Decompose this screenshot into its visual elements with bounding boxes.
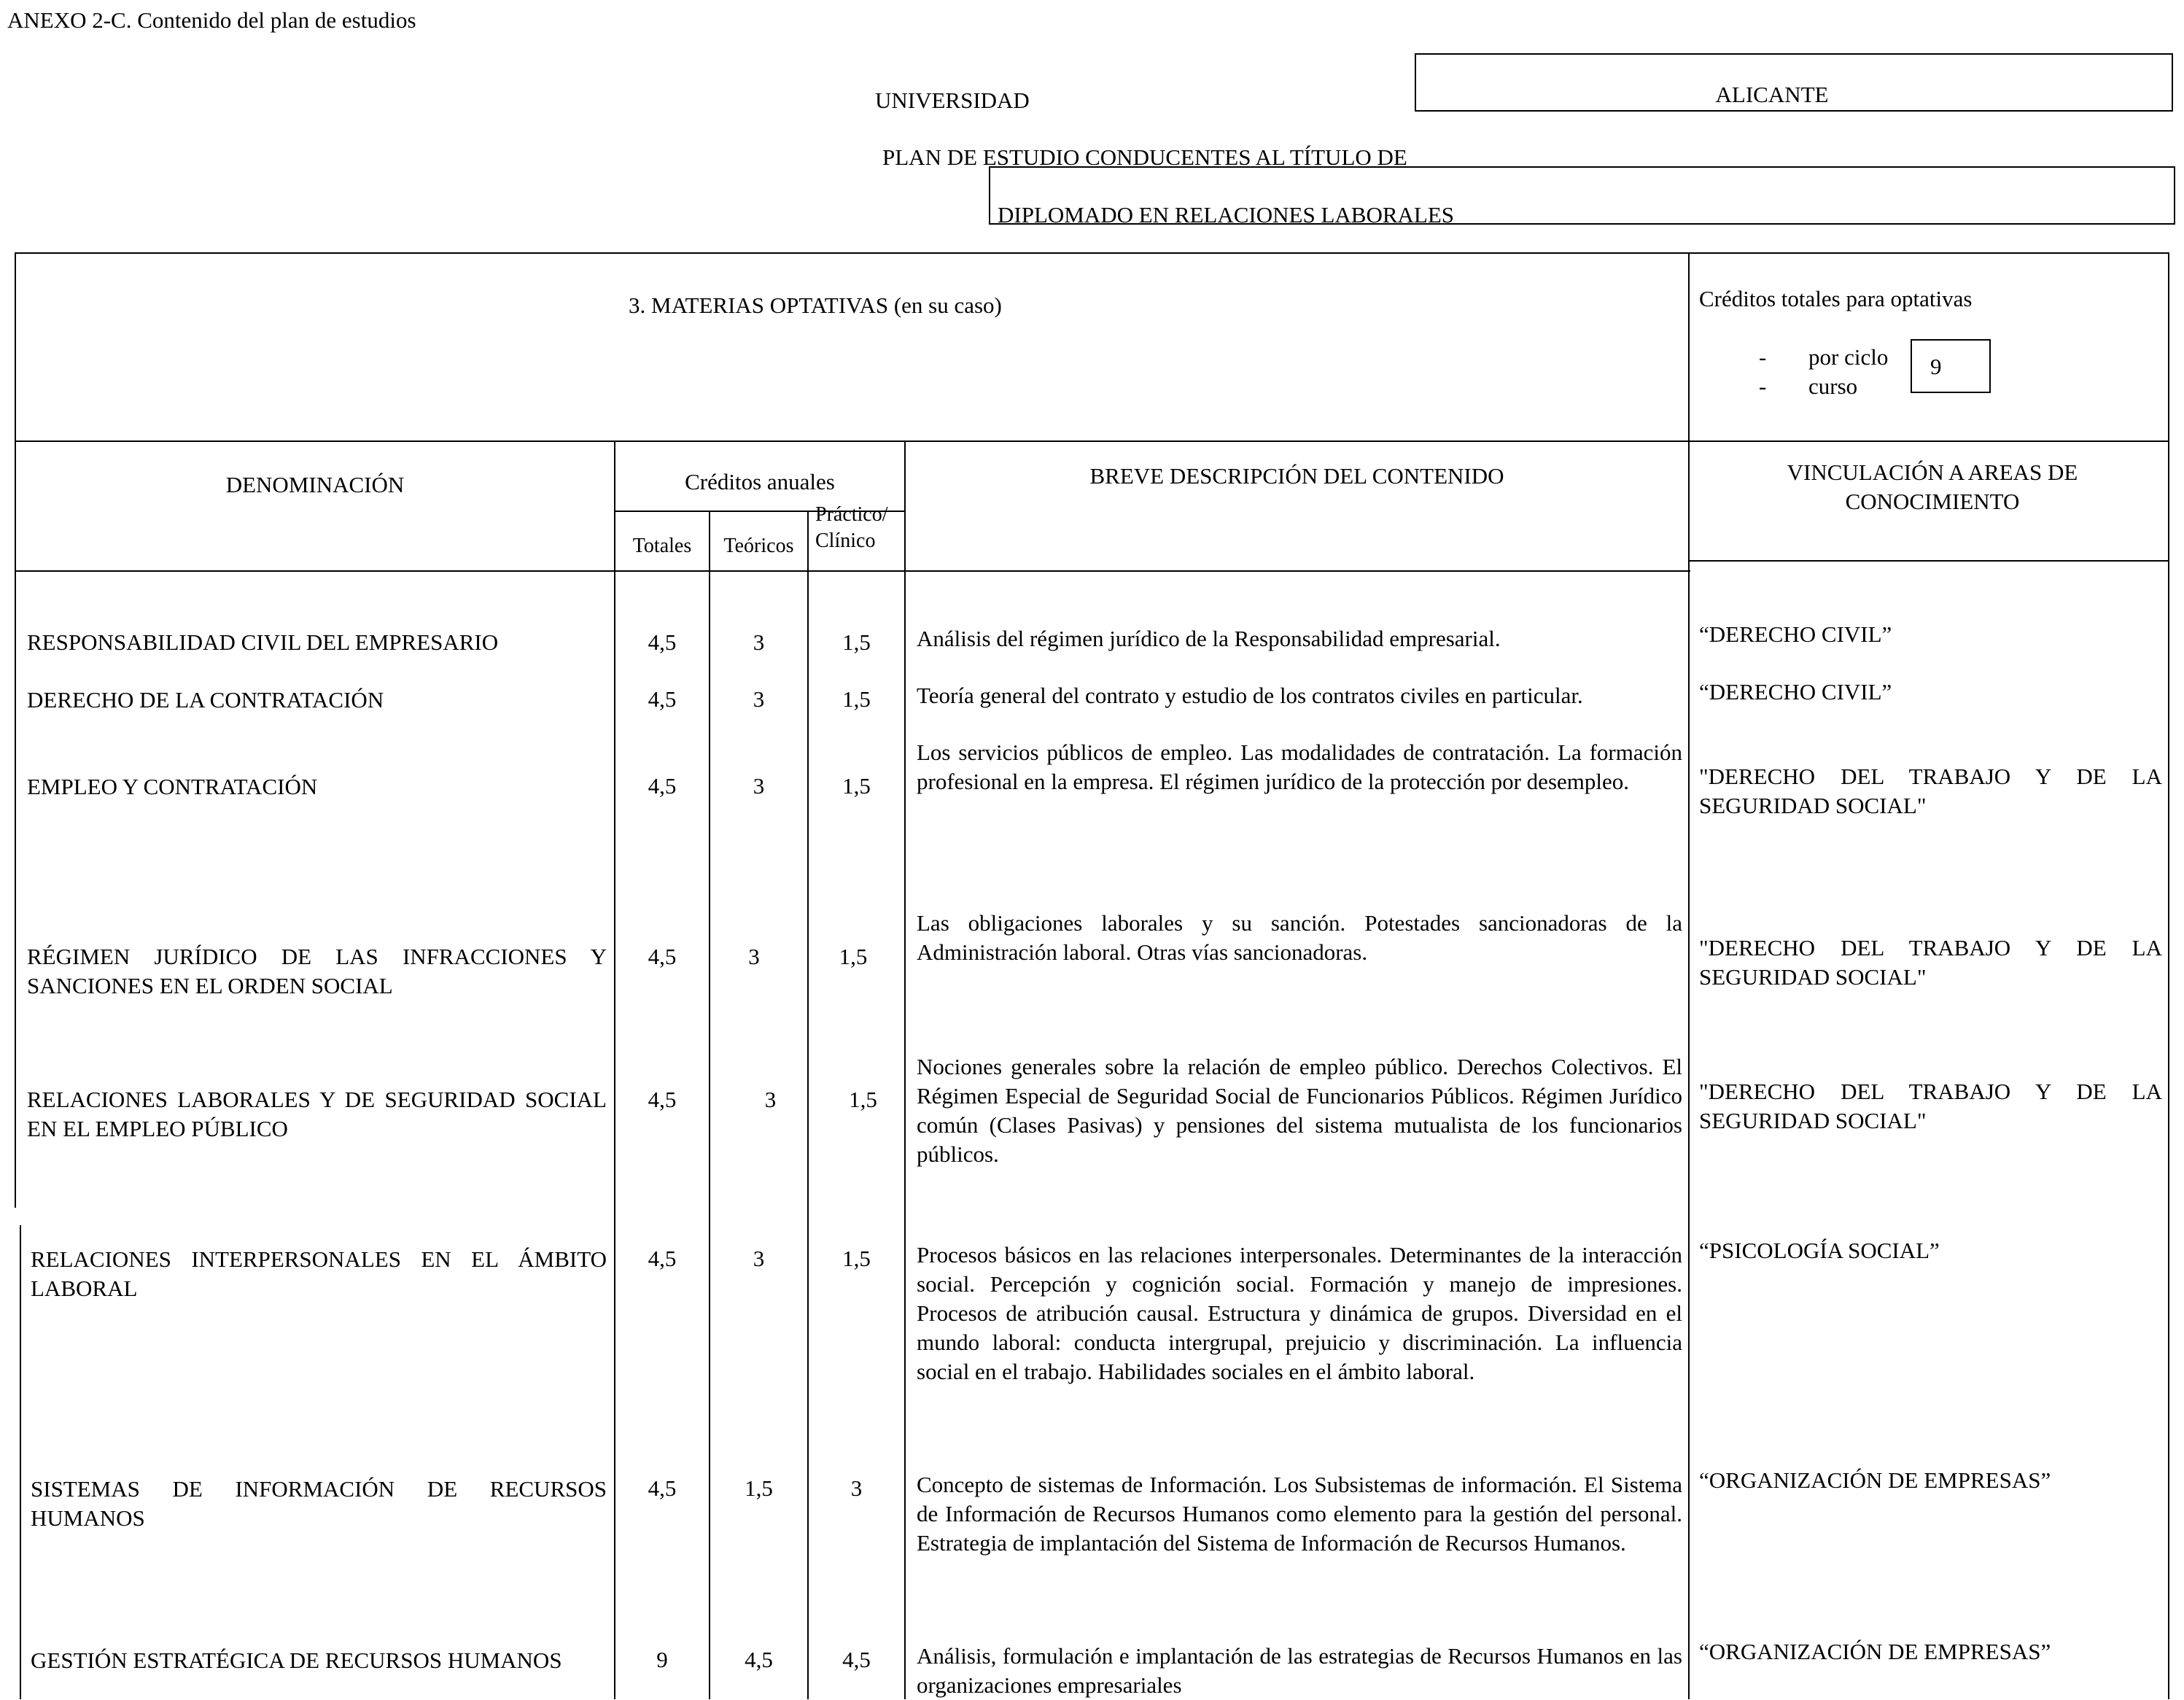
row6-name: RELACIONES INTERPERSONALES EN EL ÁMBITO LABORAL (31, 1246, 607, 1301)
row8-description: Análisis, formulación e implantación de las estrategias de Recursos Humanos en las organizaciones empresariales (917, 1643, 1682, 1698)
row5-practicos: 1,5 (849, 1087, 877, 1112)
university-label: UNIVERSIDAD (875, 88, 1030, 113)
row5-name: RELACIONES LABORALES Y DE SEGURIDAD SOCIAL EN EL EMPLEO PÚBLICO (27, 1087, 607, 1141)
credits-total-label: Créditos totales para optativas (1699, 286, 1973, 311)
row7-area: “ORGANIZACIÓN DE EMPRESAS” (1699, 1467, 2051, 1493)
col-denominacion: DENOMINACIÓN (225, 472, 405, 497)
annex-title: ANEXO 2-C. Contenido del plan de estudios (7, 7, 416, 33)
plan-label: PLAN DE ESTUDIO CONDUCENTES AL TÍTULO DE (882, 144, 1407, 170)
row8-totales: 9 (656, 1647, 668, 1672)
row3-name: EMPLEO Y CONTRATACIÓN (27, 774, 318, 799)
col-practico: Práctico/ (815, 503, 888, 526)
row1-name: RESPONSABILIDAD CIVIL DEL EMPRESARIO (27, 629, 499, 655)
row4-teoricos: 3 (748, 944, 760, 969)
row2-description: Teoría general del contrato y estudio de los contratos civiles en particular. (917, 683, 1583, 708)
table-left-border (15, 442, 16, 1208)
row1-teoricos: 3 (753, 629, 765, 655)
row3-teoricos: 3 (753, 773, 765, 799)
row7-practicos: 3 (850, 1475, 863, 1501)
table-left-border-lower (20, 1225, 21, 1699)
per-cycle-value: 9 (1930, 354, 1942, 379)
row3-practicos: 1,5 (842, 773, 871, 799)
row5-totales: 4,5 (648, 1087, 677, 1112)
row7-description: Concepto de sistemas de Información. Los Subsistemas de información. El Sistema de Información de Recursos Humanos como elemento para la gestión del personal. Estrategia de implantación del Sistema de Información de Recursos Humanos. (917, 1472, 1682, 1556)
row4-name: RÉGIMEN JURÍDICO DE LAS INFRACCIONES Y SANCIONES EN EL ORDEN SOCIAL (27, 944, 607, 998)
row6-totales: 4,5 (648, 1246, 677, 1271)
row8-practicos: 4,5 (842, 1647, 871, 1672)
row6-area: “PSICOLOGÍA SOCIAL” (1699, 1238, 1940, 1263)
row1-practicos: 1,5 (842, 629, 871, 655)
col-descripcion: BREVE DESCRIPCIÓN DEL CONTENIDO (1089, 463, 1504, 489)
col-clinico: Clínico (815, 529, 876, 552)
dash-cycle: - (1759, 344, 1767, 370)
row5-teoricos: 3 (764, 1087, 777, 1112)
row7-teoricos: 1,5 (745, 1475, 773, 1501)
university-value: ALICANTE (1715, 82, 1829, 107)
row4-practicos: 1,5 (839, 944, 868, 969)
row2-practicos: 1,5 (842, 686, 871, 712)
col-totales: Totales (632, 535, 692, 557)
title-value: DIPLOMADO EN RELACIONES LABORALES (998, 202, 1455, 228)
row6-description: Procesos básicos en las relaciones interpersonales. Determinantes de la interacción social. Percepción y cognición social. Formación y manejo de impresiones. Procesos de atribución causal. Estructura y dinámica de grupos. Diversidad en el mundo laboral: conducta intergrupal, prejuicio y discriminación. La influencia social en el trabajo. Habilidades sociales en el ámbito laboral. (917, 1242, 1682, 1384)
section-heading: 3. MATERIAS OPTATIVAS (en su caso) (629, 292, 1002, 318)
row6-teoricos: 3 (753, 1246, 765, 1271)
per-course-label: curso (1808, 373, 1858, 399)
header-bottom-line (15, 570, 1690, 572)
row8-teoricos: 4,5 (745, 1647, 773, 1672)
table-right-border (2168, 442, 2169, 1699)
row3-totales: 4,5 (648, 773, 677, 799)
col-teoricos: Teóricos (723, 535, 794, 557)
row6-practicos: 1,5 (842, 1246, 871, 1271)
dash-course: - (1759, 373, 1767, 399)
row4-area: "DERECHO DEL TRABAJO Y DE LA SEGURIDAD SOCIAL" (1699, 935, 2162, 990)
row8-name: GESTIÓN ESTRATÉGICA DE RECURSOS HUMANOS (31, 1647, 562, 1673)
per-cycle-label: por ciclo (1808, 344, 1889, 370)
row2-area: “DERECHO CIVIL” (1699, 679, 1892, 705)
row5-area: "DERECHO DEL TRABAJO Y DE LA SEGURIDAD SOCIAL" (1699, 1079, 2162, 1133)
row1-description: Análisis del régimen jurídico de la Responsabilidad empresarial. (917, 626, 1501, 651)
col-creditos-anuales: Créditos anuales (685, 469, 835, 494)
row7-totales: 4,5 (648, 1475, 677, 1501)
row5-description: Nociones generales sobre la relación de empleo público. Derechos Colectivos. El Régimen Especial de Seguridad Social de Funcionarios Públicos. Régimen Jurídico común (Clases Pasivas) y pensiones del sistema mutualista de los funcionarios públicos. (917, 1054, 1682, 1167)
row1-area: “DERECHO CIVIL” (1699, 621, 1892, 647)
row8-area: “ORGANIZACIÓN DE EMPRESAS” (1699, 1639, 2051, 1664)
row3-description: Los servicios públicos de empleo. Las modalidades de contratación. La formación profesional en la empresa. El régimen jurídico de la protección por desempleo. (917, 740, 1682, 794)
per-cycle-box (1911, 339, 1991, 393)
row7-name: SISTEMAS DE INFORMACIÓN DE RECURSOS HUMANOS (31, 1476, 607, 1531)
row4-totales: 4,5 (648, 944, 677, 969)
col-vinculacion: VINCULACIÓN A AREAS DE CONOCIMIENTO (1787, 459, 2078, 514)
row3-area: "DERECHO DEL TRABAJO Y DE LA SEGURIDAD SOCIAL" (1699, 764, 2162, 818)
row1-totales: 4,5 (648, 629, 677, 655)
row2-teoricos: 3 (753, 686, 765, 712)
row2-name: DERECHO DE LA CONTRATACIÓN (27, 687, 384, 713)
row2-totales: 4,5 (648, 686, 677, 712)
divider-vinculacion (1688, 252, 1690, 1699)
row4-description: Las obligaciones laborales y su sanción. Potestades sancionadoras de la Administración laboral. Otras vías sancionadoras. (917, 910, 1682, 965)
divider-practicos (904, 442, 906, 1699)
header-bottom-line-right (1688, 560, 2169, 562)
